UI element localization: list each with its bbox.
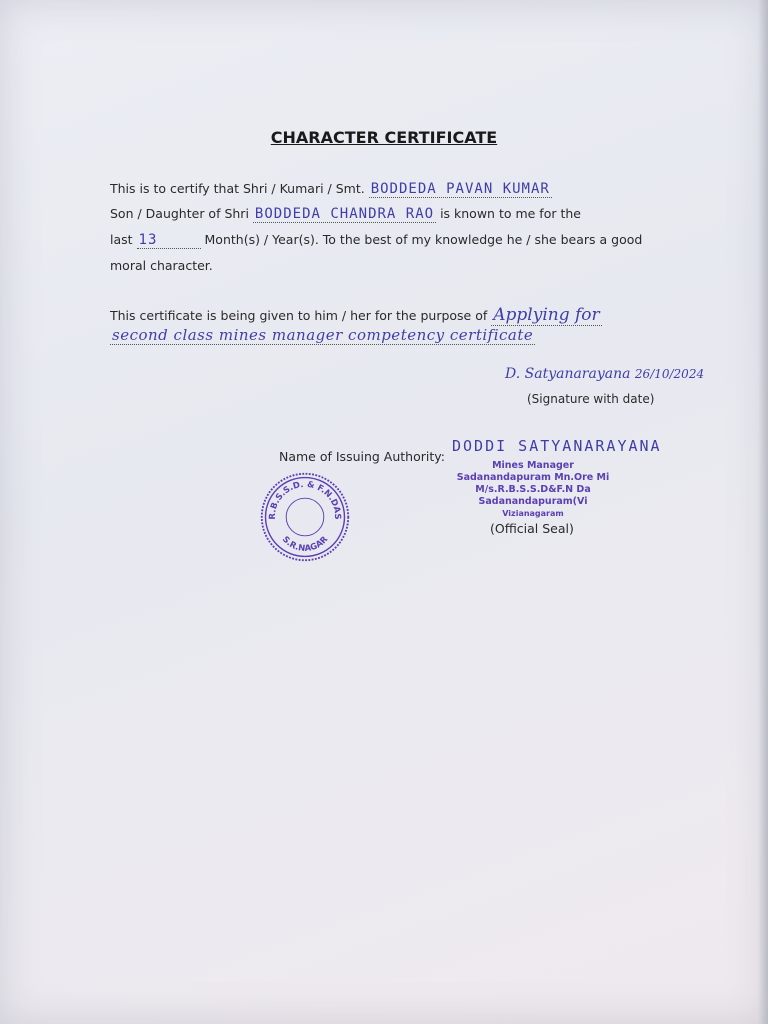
purpose-line (110, 305, 602, 326)
svg-text:R.B.S.S.D. & F.N.DAS (267, 479, 343, 520)
last-prefix: last (110, 232, 133, 247)
son-prefix: Son / Daughter of Shri (110, 206, 249, 221)
father-name: BODDEDA CHANDRA RAO (254, 206, 435, 222)
known-suffix: is known to me for the (440, 206, 581, 221)
son-line (110, 206, 581, 223)
certify-line (110, 181, 552, 198)
seal-line-4: Sadanandapuram(Vi (478, 496, 588, 507)
signature-caption: (Signature with date) (527, 392, 655, 406)
certificate-title: CHARACTER CERTIFICATE (270, 128, 498, 147)
seal-line-3: M/s.R.B.S.S.D&F.N Da (475, 484, 591, 495)
seal-line-2: Sadanandapuram Mn.Ore Mi (456, 472, 610, 483)
duration-suffix: Month(s) / Year(s). To the best of my knowledge he / she bears a good (204, 232, 643, 247)
paper-edge (758, 0, 768, 1024)
duration-value: 13 (137, 232, 201, 249)
seal-caption: (Official Seal) (490, 521, 574, 536)
seal-line-5: Vizianagaram (502, 509, 564, 518)
certify-prefix: This is to certify that Shri / Kumari / Smt. (110, 181, 365, 196)
purpose-handwritten-2: second class mines manager competency certificate (112, 326, 534, 344)
signature-text: D. Satyanarayana (505, 366, 631, 382)
moral-line: moral character. (110, 258, 213, 273)
purpose-line-2 (110, 326, 535, 345)
official-seal-text (448, 460, 618, 520)
signature-date: 26/10/2024 (634, 367, 705, 381)
stamp-bottom-text: S.R.NAGAR (280, 533, 330, 554)
round-stamp (258, 470, 352, 564)
signature (505, 366, 704, 382)
authority-label: Name of Issuing Authority: (279, 449, 445, 464)
stamp-top-text: R.B.S.S.D. & F.N.DAS (266, 478, 344, 520)
authority-name: DODDI SATYANARAYANA (452, 437, 662, 455)
svg-text:S.R.NAGAR (281, 534, 330, 553)
purpose-handwritten-1: Applying for (493, 305, 600, 325)
person-name: BODDEDA PAVAN KUMAR (370, 181, 550, 197)
duration-line (110, 232, 642, 249)
seal-line-1: Mines Manager (492, 460, 574, 471)
purpose-prefix: This certificate is being given to him / her for the purpose of (110, 308, 488, 323)
